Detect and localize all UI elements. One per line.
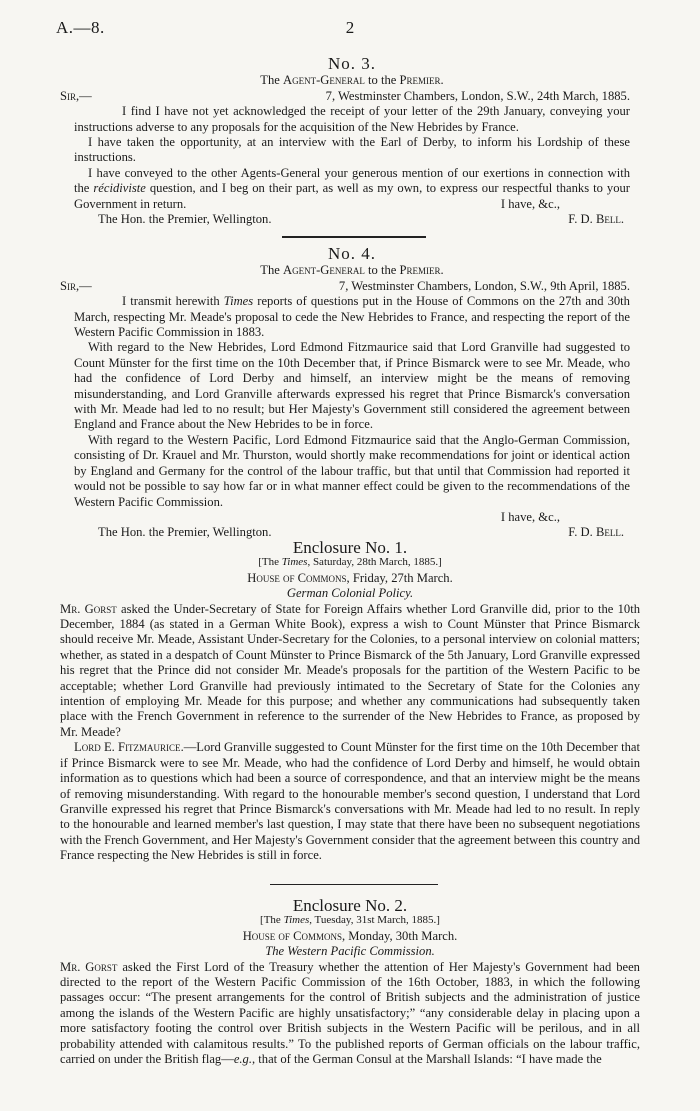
salutation: Sir,—	[60, 88, 92, 103]
paragraph: I transmit herewith Times reports of questions put in the House of Commons on the 27th and 30th March, respecting Mr. Meade's proposal to cede the New Hebrides to France, and respecting the report of the Western Pacific Commission in 1883.	[74, 294, 630, 340]
paragraph: I have conveyed to the other Agents-General your generous mention of our exertions in connection with the récidiviste question, and I beg on their part, as well as my own, to express our respectful thanks to your Government in return.	[74, 165, 630, 211]
signature: F. D. Bell.	[568, 525, 624, 540]
closing: I have, &c.,	[500, 509, 560, 524]
house-session: House of Commons, Friday, 27th March.	[247, 570, 453, 585]
paragraph: Lord E. Fitzmaurice.—Lord Granville suggested to Count Münster for the first time on the 10th December that if Prince Bismarck were to see Mr. Meade, who had the confidence of Lord Derby and himself, he would obtain information as to questions which had been a source of correspondence, and that an interview might be the means of removing misunderstanding. With regard to the honourable member's second question, I understand that Lord Granville expressed his regret that Prince Bismarck's conversations with Mr. Meade had led to no result. In reply to the honourable and learned member's last question, I may state that there have been no subsequent negotiations with the French Government, and Her Majesty's Government consider that the agreement between this country and France respecting the New Hebrides is still in force.	[60, 740, 641, 863]
section-divider	[282, 236, 426, 238]
enclosure-subtitle: German Colonial Policy.	[286, 586, 414, 601]
paragraph: Mr. Gorst asked the First Lord of the Treasury whether the attention of Her Majesty's Government had been directed to the report of the Western Pacific Commission of the 16th October, 1883, in which the following passages occur: “The present arrangements for the control of British subjects and the administration of justice among the islands of the Western Pacific are highly unsatisfactory;” “any considerable delay in placing upon a more satisfactory footing the control over British subjects in the Western Pacific will be perilous, and in all probability attended with calamitous results.” To the published reports of German officials on the labour traffic, carried on under the British flag—e.g., that of the German Consul at the Marshall Islands: “I have made the	[60, 959, 640, 1067]
enclosure-no-1	[60, 540, 640, 864]
enclosure-title: Enclosure No. 2.	[292, 896, 408, 915]
closing: I have, &c.,	[500, 197, 560, 212]
enclosure-source: [The Times, Saturday, 28th March, 1885.]	[258, 556, 442, 569]
letter-number: No. 3.	[327, 54, 377, 73]
letter-no-3	[60, 54, 630, 228]
enclosure-no-2	[60, 898, 640, 1067]
enclosure-source: [The Times, Tuesday, 31st March, 1885.]	[260, 914, 440, 927]
addressee: The Hon. the Premier, Wellington.	[98, 212, 272, 227]
letter-heading: The Agent-General to the Premier.	[260, 73, 444, 88]
enclosure-subtitle: The Western Pacific Commission.	[265, 944, 435, 959]
page-number: 2	[345, 18, 355, 37]
signature: F. D. Bell.	[568, 212, 624, 227]
section-divider	[270, 884, 438, 885]
paragraph: I have taken the opportunity, at an interview with the Earl of Derby, to inform his Lordship of these instructions.	[74, 135, 630, 165]
document-reference: A.—8.	[56, 18, 105, 37]
letter-address: 7, Westminster Chambers, London, S.W., 24th March, 1885.	[325, 88, 630, 103]
paragraph: With regard to the New Hebrides, Lord Edmond Fitzmaurice said that Lord Granville had suggested to Count Münster for the first time on the 10th December that, if Prince Bismarck were to see Mr. Meade, who had the confidence of Lord Derby and himself, an interview might be the means of removing misunderstanding, and Lord Granville afterwards expressed his regret that Prince Bismarck's conversation with Mr. Meade had led to no result; but Her Majesty's Government still considered the agreement between England and France about the New Hebrides to be in force.	[74, 340, 630, 432]
addressee: The Hon. the Premier, Wellington.	[98, 525, 272, 540]
letter-opening	[60, 89, 630, 104]
paragraph: With regard to the Western Pacific, Lord Edmond Fitzmaurice said that the Anglo-German Commission, consisting of Dr. Krauel and Mr. Thurston, would shortly make recommendations for joint or identical action by England and Germany for the control of the labour traffic, but that until that Commission had reported it would not be possible to say how far or in what manner effect could be given to the recommendations of the Western Pacific Commission.	[74, 432, 630, 509]
letter-address: 7, Westminster Chambers, London, S.W., 9th April, 1885.	[338, 278, 630, 293]
signature-line	[74, 212, 630, 227]
paragraph: I find I have not yet acknowledged the receipt of your letter of the 29th January, conveying your instructions adverse to any proposals for the acquisition of the New Hebrides by France.	[74, 104, 630, 134]
enclosure-title: Enclosure No. 1.	[292, 538, 408, 557]
letter-no-4	[60, 244, 630, 541]
letter-opening	[60, 279, 630, 294]
letter-heading: The Agent-General to the Premier.	[260, 263, 444, 278]
paragraph: Mr. Gorst asked the Under-Secretary of State for Foreign Affairs whether Lord Granville did, prior to the 10th December, 1884 (as stated in a German White Book), express a wish to Count Münster that Prince Bismarck should receive Mr. Meade, Assistant Under-Secretary for the Colonies, to a personal interview on colonial matters; whether, as stated in a despatch of Count Münster to Prince Bismarck of the 5th January, Lord Granville expressed his regret that the Prince did not consider Mr. Meade's proposals for the partition of the Western Pacific to be acceptable; whether Lord Granville had previously intimated to the Secretary of State for the Colonies any intention of employing Mr. Meade for this purpose; and whether any communications had subsequently taken place with the French Government in reference to the surrender of the New Hebrides to France, as proposed by Mr. Meade?	[60, 601, 640, 739]
house-session: House of Commons, Monday, 30th March.	[242, 928, 458, 943]
letter-number: No. 4.	[327, 244, 377, 263]
salutation: Sir,—	[60, 278, 92, 293]
